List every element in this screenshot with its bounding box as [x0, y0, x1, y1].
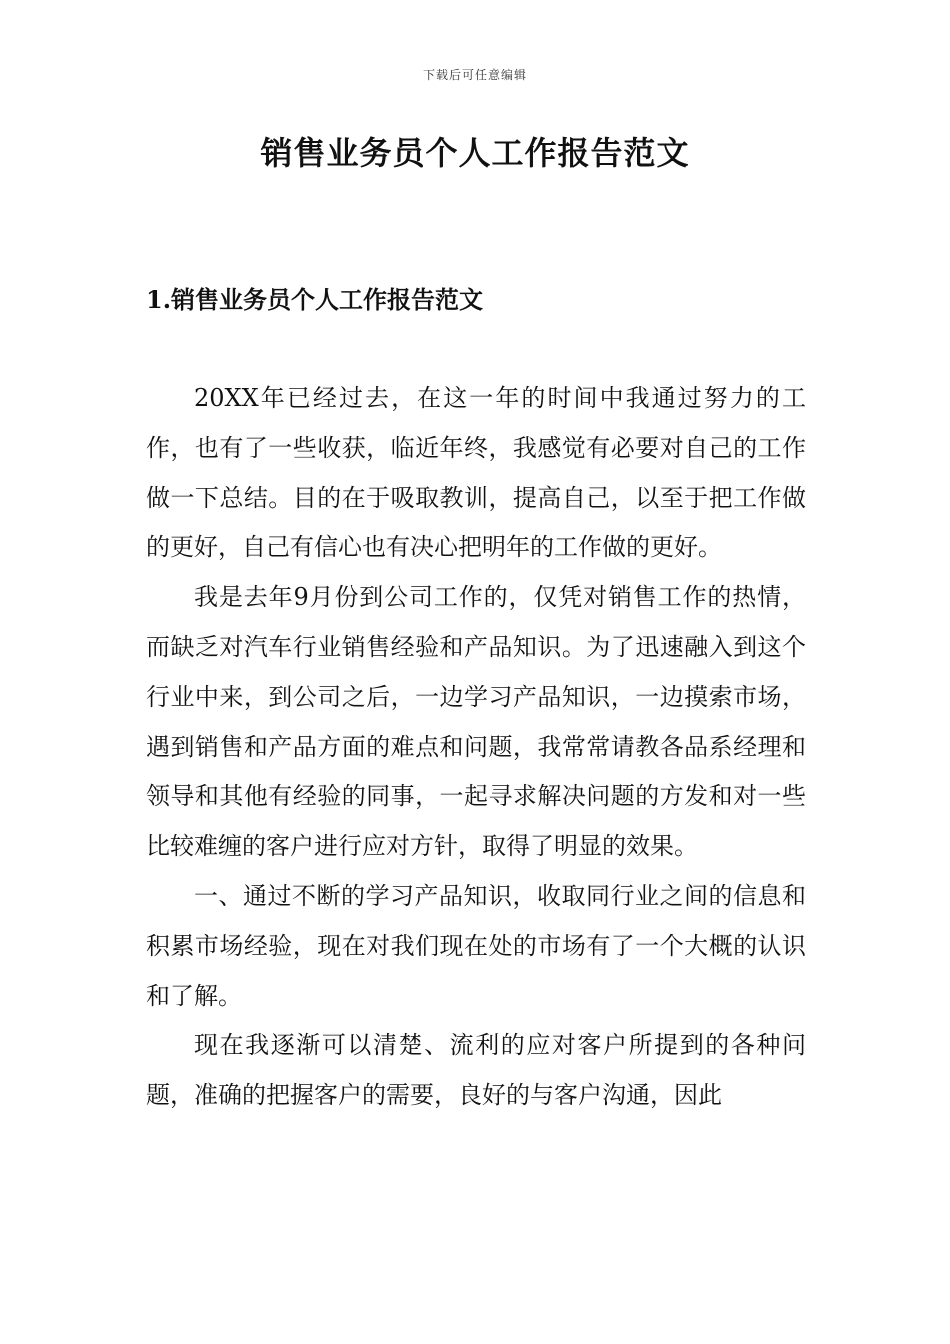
paragraph: 一、通过不断的学习产品知识，收取同行业之间的信息和积累市场经验，现在对我们现在处的市场有了一个大概的认识和了解。 — [146, 881, 806, 1010]
section-heading: 1.销售业务员个人工作报告范文 — [146, 285, 484, 314]
document-title: 销售业务员个人工作报告范文 — [260, 134, 690, 172]
header-note: 下载后可任意编辑 — [422, 68, 527, 82]
paragraph: 我是去年9月份到公司工作的，仅凭对销售工作的热情，而缺乏对汽车行业销售经验和产品知识。为了迅速融入到这个行业中来，到公司之后，一边学习产品知识，一边摸索市场，遇到销售和产品方面的难点和问题，我常常请教各品系经理和领导和其他有经验的同事，一起寻求解决问题的方发和对一些比较难缠的客户进行应对方针，取得了明显的效果。 — [146, 583, 806, 861]
paragraph: 20XX年已经过去，在这一年的时间中我通过努力的工作，也有了一些收获，临近年终，我感觉有必要对自己的工作做一下总结。目的在于吸取教训，提高自己，以至于把工作做的更好，自己有信心也有决心把明年的工作做的更好。 — [146, 384, 806, 562]
paragraph: 现在我逐渐可以清楚、流利的应对客户所提到的各种问题，准确的把握客户的需要，良好的与客户沟通，因此 — [146, 1031, 806, 1110]
document-body — [146, 374, 806, 1121]
